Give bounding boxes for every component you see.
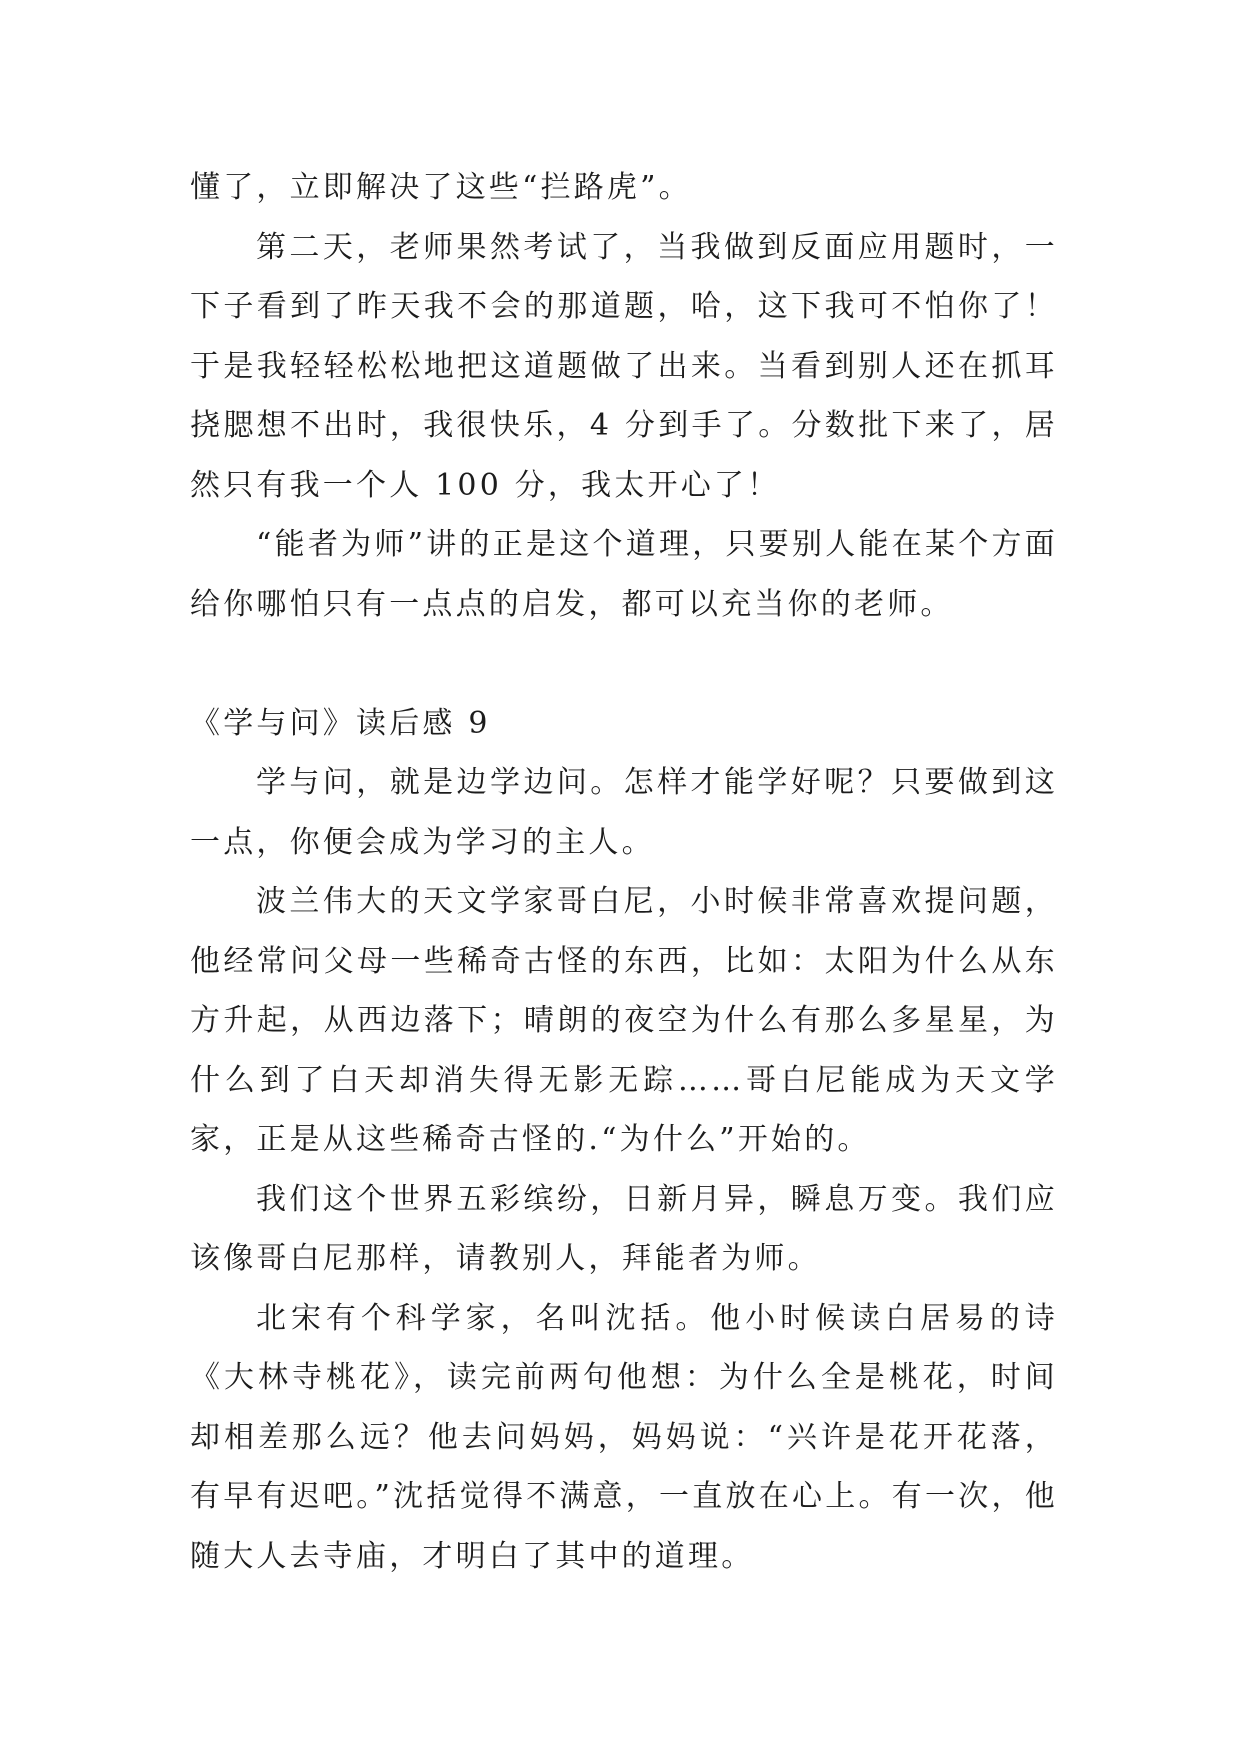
paragraph: 北宋有个科学家，名叫沈括。他小时候读白居易的诗《大林寺桃花》，读完前两句他想：为什么全是桃花，时间却相差那么远？他去问妈妈，妈妈说：“兴许是花开花落，有早有迟吧。”沈括觉得不满意，一直放在心上。有一次，他随大人去寺庙，才明白了其中的道理。 (190, 1300, 1058, 1574)
document-body (190, 158, 1058, 1586)
paragraph: 波兰伟大的天文学家哥白尼，小时候非常喜欢提问题，他经常问父母一些稀奇古怪的东西，比如：太阳为什么从东方升起，从西边落下；晴朗的夜空为什么有那么多星星，为什么到了白天却消失得无影无踪……哥白尼能成为天文学家，正是从这些稀奇古怪的.“为什么”开始的。 (190, 884, 1058, 1157)
paragraph: 懂了，立即解决了这些“拦路虎”。 (190, 170, 692, 205)
paragraph: “能者为师”讲的正是这个道理，只要别人能在某个方面给你哪怕只有一点点的启发，都可以充当你的老师。 (190, 527, 1058, 622)
paragraph: 第二天，老师果然考试了，当我做到反面应用题时，一下子看到了昨天我不会的那道题，哈，这下我可不怕你了！于是我轻轻松松地把这道题做了出来。当看到别人还在抓耳挠腮想不出时，我很快乐，4 分到手了。分数批下来了，居然只有我一个人 100 分，我太开心了！ (190, 229, 1058, 503)
section-title: 《学与问》读后感 9 (190, 705, 491, 741)
paragraph: 我们这个世界五彩缤纷，日新月异，瞬息万变。我们应该像哥白尼那样，请教别人，拜能者为师。 (190, 1181, 1058, 1276)
paragraph: 学与问，就是边学边问。怎样才能学好呢？只要做到这一点，你便会成为学习的主人。 (190, 765, 1058, 860)
